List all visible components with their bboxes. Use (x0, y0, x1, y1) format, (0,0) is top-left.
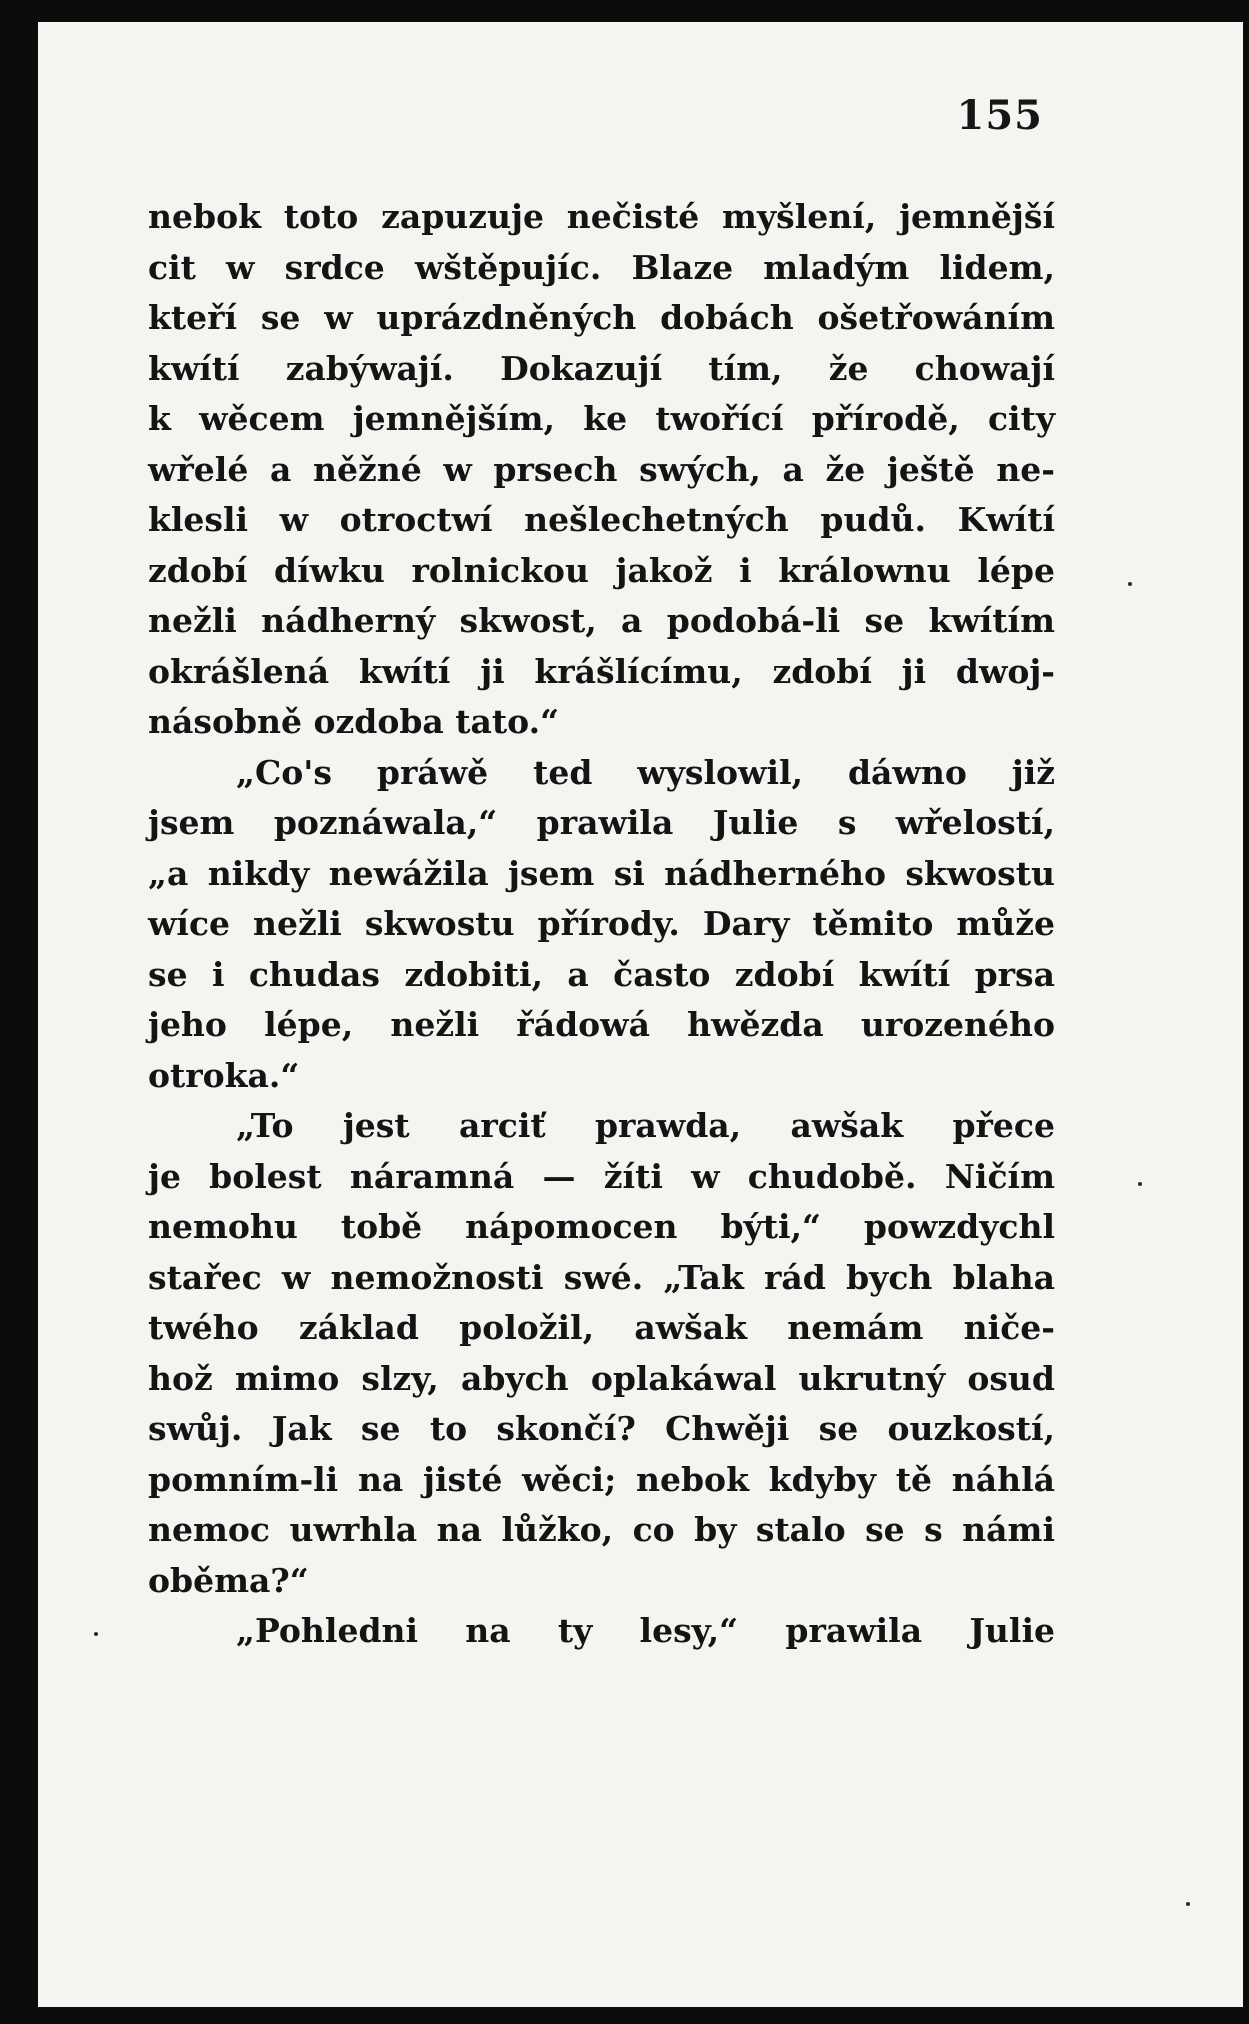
text-line: je bolest náramná — žíti w chudobě. Ničím (148, 1156, 1055, 1196)
text-line: wíce nežli skwostu přírody. Dary těmito může (148, 904, 1055, 943)
scan-speck (1128, 582, 1132, 586)
text-line: swůj. Jak se to skončí? Chwěji se ouzkostí, (148, 1409, 1055, 1448)
text-line: k wěcem jemnějším, ke twořící přírodě, city (148, 399, 1055, 438)
text-line: „Pohledni na ty lesy,“ prawila Julie (236, 1611, 1055, 1650)
text-line: „a nikdy newážila jsem si nádherného skwostu (148, 853, 1055, 893)
text-line: kwítí zabýwají. Dokazují tím, že chowají (148, 348, 1055, 388)
text-line: okrášlená kwítí ji krášlícímu, zdobí ji dwoj- (148, 651, 1055, 691)
text-line: jeho lépe, nežli řádowá hwězda urozeného (148, 1005, 1055, 1044)
text-line: cit w srdce wštěpujíc. Blaze mladým lidem, (148, 247, 1055, 287)
text-line: „Co's práwě ted wyslowil, dáwno již (236, 752, 1055, 792)
text-line: jsem poznáwala,“ prawila Julie s wřelostí, (148, 803, 1055, 842)
text-line: kteří se w uprázdněných dobách ošetřowáním (148, 298, 1055, 337)
text-line: nemoc uwrhla na lůžko, co by stalo se s námi (148, 1510, 1055, 1549)
scan-speck (94, 1632, 98, 1636)
text-line: zdobí díwku rolnickou jakož i králownu lépe (148, 550, 1055, 590)
text-line: nebok toto zapuzuje nečisté myšlení, jemnější (148, 197, 1055, 236)
text-line: pomním-li na jisté wěci; nebok kdyby tě náhlá (148, 1459, 1055, 1499)
page-number: 155 (956, 92, 1043, 139)
body-text (148, 192, 1055, 1657)
text-line: hož mimo slzy, abych oplakáwal ukrutný osud (148, 1358, 1055, 1398)
text-line: násobně ozdoba tato.“ (148, 702, 560, 741)
text-line: nemohu tobě nápomocen býti,“ powzdychl (148, 1207, 1055, 1246)
scan-speck (1138, 1182, 1142, 1186)
text-line: otroka.“ (148, 1055, 300, 1095)
book-page (38, 22, 1243, 2007)
text-line: klesli w otroctwí nešlechetných pudů. Kwítí (148, 500, 1055, 539)
text-line: oběma?“ (148, 1560, 309, 1600)
text-line: stařec w nemožnosti swé. „Tak rád bych blaha (148, 1257, 1055, 1297)
scan-speck (1186, 1902, 1190, 1906)
text-line: wřelé a něžné w prsech swých, a že ještě ne- (148, 449, 1055, 489)
text-line: twého základ položil, awšak nemám niče- (148, 1308, 1055, 1347)
text-line: se i chudas zdobiti, a často zdobí kwítí prsa (148, 954, 1055, 994)
text-line: nežli nádherný skwost, a podobá-li se kwítím (148, 601, 1055, 640)
text-line: „To jest arciť prawda, awšak přece (236, 1106, 1055, 1145)
